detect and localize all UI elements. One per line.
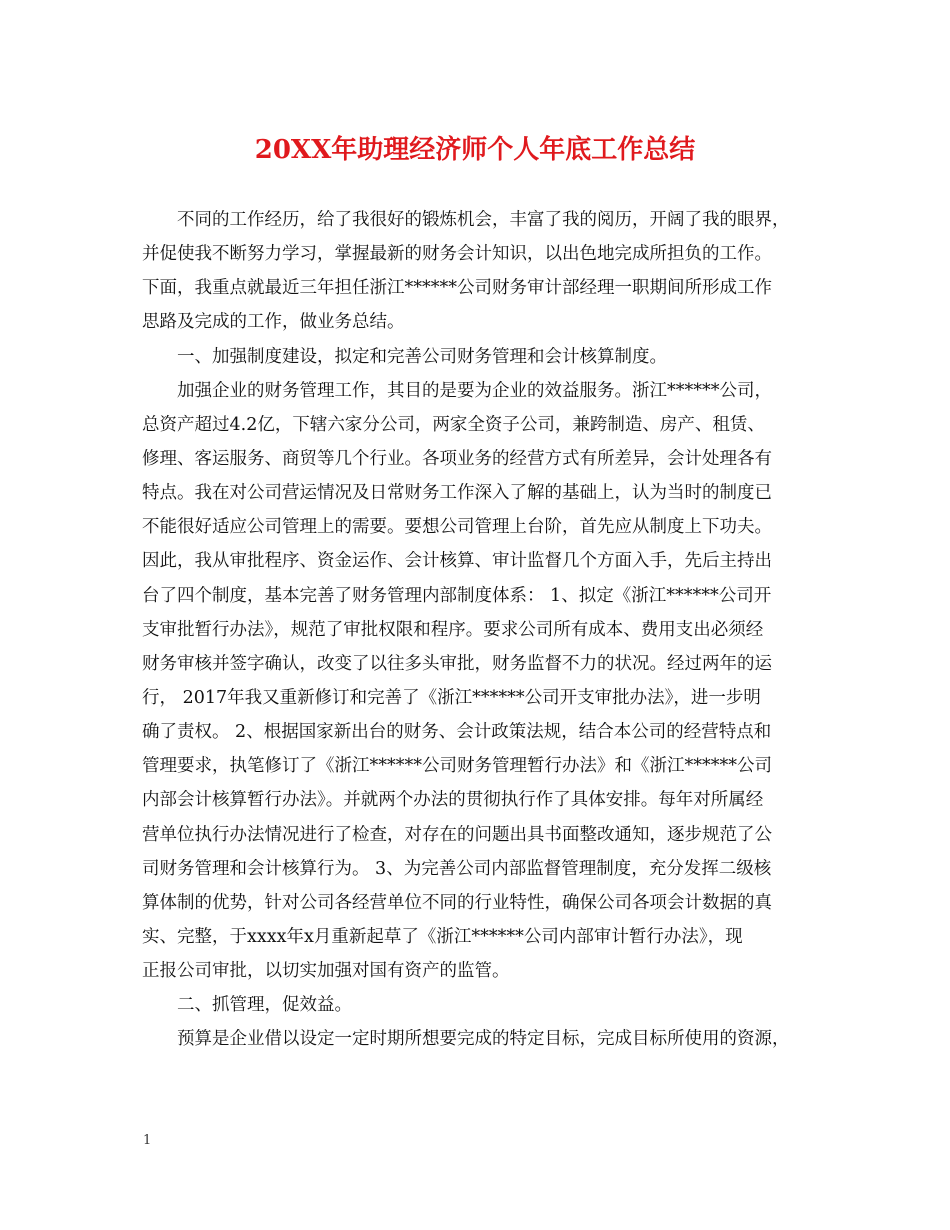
paragraph-line: 并促使我不断努力学习，掌握最新的财务会计知识，以出色地完成所担负的工作。 bbox=[142, 244, 772, 265]
paragraph-line: 修理、客运服务、商贸等几个行业。各项业务的经营方式有所差异，会计处理各有 bbox=[142, 448, 772, 469]
paragraph-line: 不同的工作经历，给了我很好的锻炼机会，丰富了我的阅历，开阔了我的眼界， bbox=[177, 210, 790, 230]
paragraph-line: 财务审核并签字确认，改变了以往多头审批，财务监督不力的状况。经过两年的运 bbox=[142, 653, 772, 674]
paragraph-line: 行， 2017年我又重新修订和完善了《浙江******公司开支审批办法》，进一步明 bbox=[142, 687, 761, 708]
paragraph-line: 实、完整，于xxxx年x月重新起草了《浙江******公司内部审计暂行办法》，现 bbox=[142, 926, 743, 947]
paragraph-line: 营单位执行办法情况进行了检查，对存在的问题出具书面整改通知，逐步规范了公 bbox=[142, 824, 772, 845]
paragraph-line: 内部会计核算暂行办法》。并就两个办法的贯彻执行作了具体安排。每年对所属经 bbox=[142, 790, 764, 811]
page-number: 1 bbox=[143, 1133, 152, 1148]
paragraph-line: 正报公司审批，以切实加强对国有资产的监管。 bbox=[142, 961, 510, 982]
section-heading-line: 一、加强制度建设，拟定和完善公司财务管理和会计核算制度。 bbox=[177, 346, 667, 367]
paragraph-line: 司财务管理和会计核算行为。 3、为完善公司内部监督管理制度，充分发挥二级核 bbox=[142, 858, 772, 879]
section-heading-line: 二、抓管理，促效益。 bbox=[177, 995, 352, 1016]
paragraph-line: 算体制的优势，针对公司各经营单位不同的行业特性，确保公司各项会计数据的真 bbox=[142, 892, 772, 913]
paragraph-line: 台了四个制度，基本完善了财务管理内部制度体系： 1、拟定《浙江******公司开 bbox=[142, 585, 772, 606]
paragraph-line: 思路及完成的工作，做业务总结。 bbox=[142, 312, 405, 333]
paragraph-line: 预算是企业借以设定一定时期所想要完成的特定目标，完成目标所使用的资源， bbox=[177, 1029, 790, 1050]
paragraph-line: 支审批暂行办法》，规范了审批权限和程序。要求公司所有成本、费用支出必须经 bbox=[142, 619, 764, 640]
paragraph-line: 总资产超过4.2亿，下辖六家分公司，两家全资子公司，兼跨制造、房产、租赁、 bbox=[142, 414, 765, 435]
paragraph-line: 下面，我重点就最近三年担任浙江******公司财务审计部经理一职期间所形成工作 bbox=[142, 278, 772, 299]
document-body bbox=[142, 203, 836, 1057]
paragraph-line: 管理要求，执笔修订了《浙江******公司财务管理暂行办法》和《浙江******公司 bbox=[142, 756, 772, 777]
paragraph-line: 不能很好适应公司管理上的需要。要想公司管理上台阶，首先应从制度上下功夫。 bbox=[142, 517, 772, 538]
paragraph-line: 因此，我从审批程序、资金运作、会计核算、审计监督几个方面入手，先后主持出 bbox=[142, 551, 772, 572]
document-title: 20XX年助理经济师个人年底工作总结 bbox=[254, 135, 696, 165]
paragraph-line: 确了责权。 2、根据国家新出台的财务、会计政策法规，结合本公司的经营特点和 bbox=[142, 722, 772, 743]
paragraph-line: 加强企业的财务管理工作，其目的是要为企业的效益服务。浙江******公司， bbox=[177, 380, 772, 401]
paragraph-line: 特点。我在对公司营运情况及日常财务工作深入了解的基础上，认为当时的制度已 bbox=[142, 483, 772, 504]
